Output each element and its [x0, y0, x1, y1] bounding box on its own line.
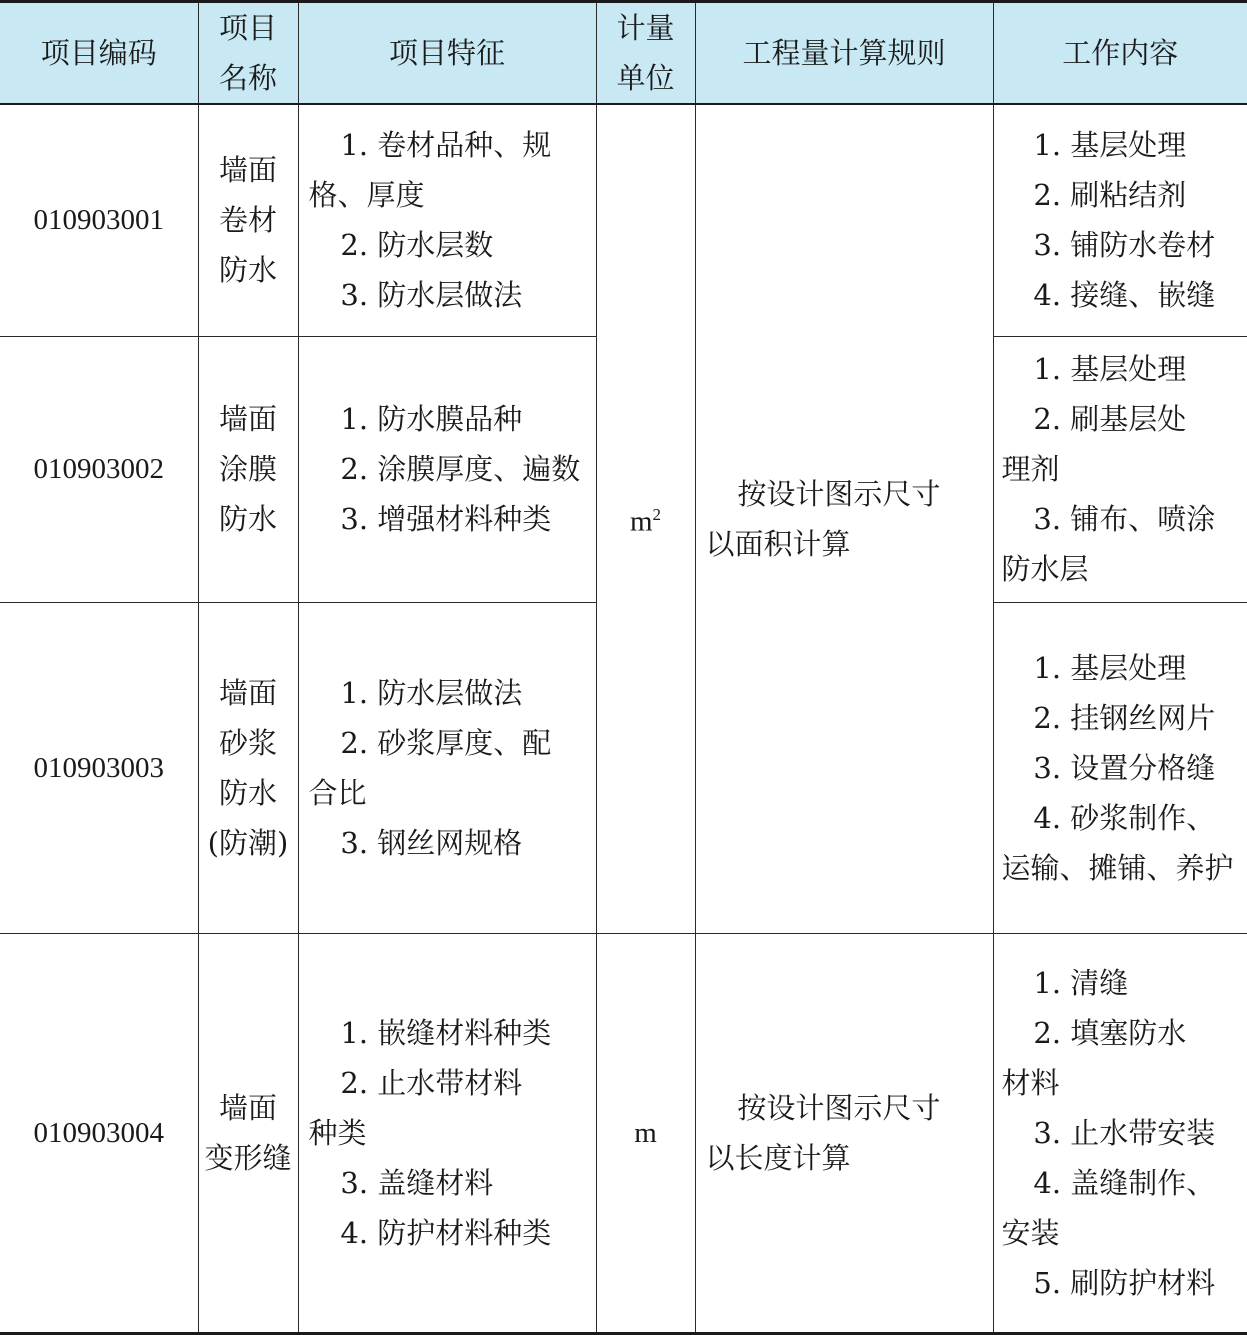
item-work [993, 104, 1247, 336]
feature-line: 3. 增强材料种类 [340, 502, 552, 536]
item-name-line: 防水 [218, 775, 277, 810]
work-line: 3. 铺布、喷涂 [1033, 502, 1216, 536]
feature-line: 1. 卷材品种、规 [340, 128, 552, 163]
work-line: 2. 刷粘结剂 [1033, 178, 1187, 213]
item-features [298, 602, 596, 933]
item-name-line: 涂膜 [218, 452, 277, 486]
item-name [198, 104, 298, 336]
rule-length-line: 按设计图示尺寸 [737, 1090, 941, 1125]
work-line: 1. 清缝 [1033, 965, 1129, 1000]
item-name-line: 防水 [218, 502, 277, 536]
work-line: 4. 接缝、嵌缝 [1033, 278, 1216, 313]
feature-line: 格、厚度 [308, 178, 425, 213]
feature-line: 合比 [308, 775, 367, 810]
work-line: 材料 [1001, 1065, 1060, 1100]
item-features [298, 104, 596, 336]
item-features [298, 933, 596, 1333]
item-name-line: 墙面 [218, 153, 277, 188]
work-line: 1. 基层处理 [1033, 128, 1187, 163]
item-name [198, 336, 298, 602]
item-work [993, 602, 1247, 933]
feature-line: 2. 止水带材料 [340, 1065, 523, 1100]
work-line: 安装 [1001, 1215, 1060, 1250]
feature-line: 3. 防水层做法 [340, 278, 523, 313]
feature-line: 3. 盖缝材料 [340, 1165, 494, 1200]
item-name-line: 墙面 [218, 402, 277, 436]
feature-line: 4. 防护材料种类 [340, 1215, 552, 1250]
item-work [993, 336, 1247, 602]
work-line: 3. 止水带安装 [1033, 1115, 1216, 1150]
rule-area [695, 104, 993, 933]
item-name-line: 卷材 [218, 203, 277, 238]
unit-length: m [596, 933, 695, 1333]
item-work [993, 933, 1247, 1333]
item-name-line: 墙面 [218, 675, 277, 710]
table-row [0, 933, 1247, 1333]
header-work: 工作内容 [993, 2, 1247, 105]
work-line: 5. 刷防护材料 [1033, 1265, 1216, 1300]
item-features [298, 336, 596, 602]
item-name-line: 变形缝 [204, 1140, 292, 1175]
rule-length-line: 以长度计算 [705, 1140, 851, 1175]
work-line: 1. 基层处理 [1033, 352, 1187, 386]
header-name-line: 名称 [218, 61, 277, 95]
unit-area-base: m [629, 506, 653, 539]
feature-line: 种类 [308, 1115, 367, 1150]
work-line: 3. 设置分格缝 [1033, 750, 1216, 785]
header-unit [596, 2, 695, 105]
feature-line: 2. 砂浆厚度、配 [340, 725, 552, 760]
rule-length [695, 933, 993, 1333]
item-name-line: (防潮) [207, 825, 289, 860]
work-line: 2. 挂钢丝网片 [1033, 700, 1216, 735]
header-name [198, 2, 298, 105]
item-code: 010903003 [0, 602, 198, 933]
feature-line: 2. 涂膜厚度、遍数 [340, 452, 581, 486]
unit-area-exponent: 2 [652, 505, 662, 525]
item-code: 010903004 [0, 933, 198, 1333]
header-unit-line: 单位 [616, 61, 675, 95]
feature-line: 1. 防水膜品种 [340, 402, 523, 436]
header-code: 项目编码 [0, 2, 198, 105]
work-line: 2. 填塞防水 [1033, 1015, 1187, 1050]
item-name-line: 砂浆 [218, 725, 277, 760]
feature-line: 1. 防水层做法 [340, 675, 523, 710]
table-row [0, 104, 1247, 336]
work-line: 3. 铺防水卷材 [1033, 228, 1216, 263]
rule-area-line: 以面积计算 [705, 526, 851, 561]
feature-line: 3. 钢丝网规格 [340, 825, 523, 860]
item-name [198, 933, 298, 1333]
item-code: 010903001 [0, 104, 198, 336]
header-name-line: 项目 [218, 11, 277, 45]
feature-line: 1. 嵌缝材料种类 [340, 1015, 552, 1050]
work-line: 运输、摊铺、养护 [1001, 850, 1234, 885]
work-line: 1. 基层处理 [1033, 650, 1187, 685]
feature-line: 2. 防水层数 [340, 228, 494, 263]
item-code: 010903002 [0, 336, 198, 602]
work-line: 4. 盖缝制作、 [1033, 1165, 1216, 1200]
item-name-line: 墙面 [218, 1090, 277, 1125]
work-line: 防水层 [1001, 552, 1089, 586]
unit-area [596, 104, 695, 933]
item-name [198, 602, 298, 933]
item-name-line: 防水 [218, 253, 277, 288]
work-line: 4. 砂浆制作、 [1033, 800, 1216, 835]
rule-area-line: 按设计图示尺寸 [737, 476, 941, 511]
header-features: 项目特征 [298, 2, 596, 105]
table-header-row [0, 2, 1247, 105]
work-line: 2. 刷基层处 [1033, 402, 1187, 436]
work-line: 理剂 [1001, 452, 1060, 486]
header-rule: 工程量计算规则 [695, 2, 993, 105]
header-unit-line: 计量 [616, 11, 675, 45]
